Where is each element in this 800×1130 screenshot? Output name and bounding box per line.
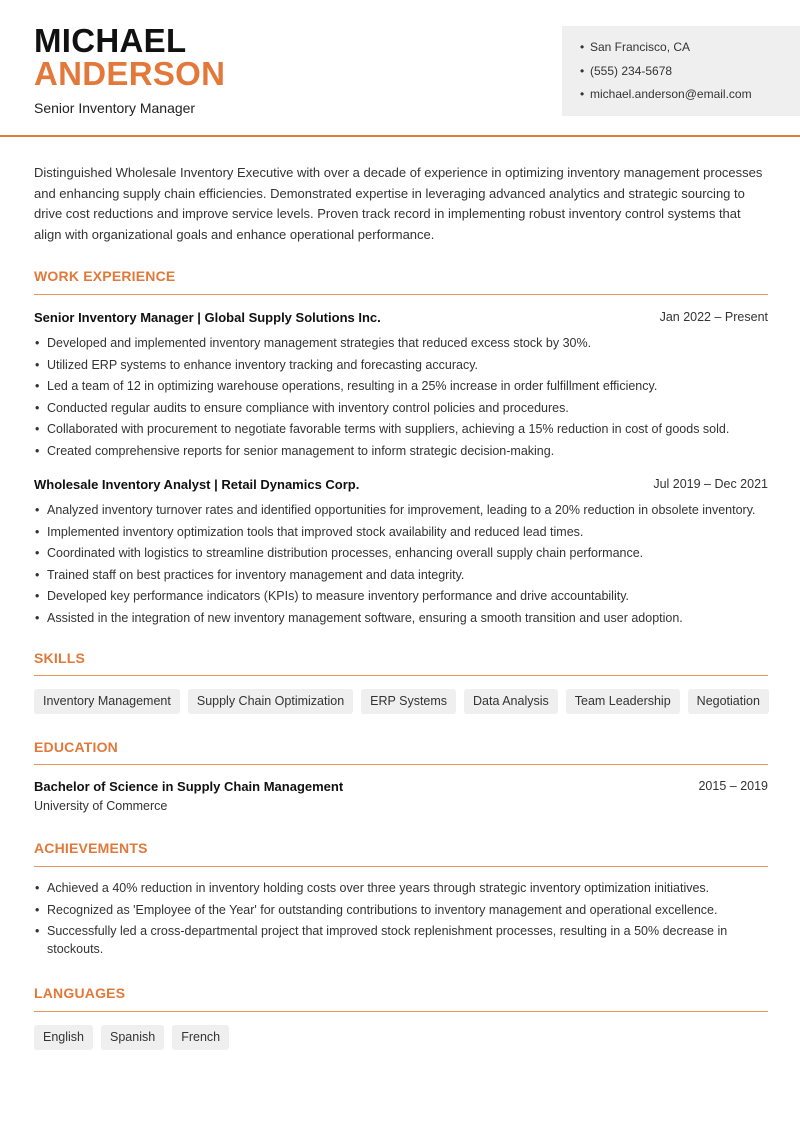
list-item: • Implemented inventory optimization tools that improved stock availability and reduced lead times.: [34, 523, 768, 541]
resume-header: [0, 0, 800, 137]
list-item: • Utilized ERP systems to enhance inventory tracking and forecasting accuracy.: [34, 356, 768, 374]
job-dates: Jan 2022 – Present: [659, 310, 768, 324]
contact-email: • michael.anderson@email.com: [580, 85, 800, 109]
list-item: • Recognized as 'Employee of the Year' for outstanding contributions to inventory management and operational excellence.: [34, 901, 768, 919]
skills-list: [34, 689, 769, 714]
list-item: • Assisted in the integration of new inventory management software, ensuring a smooth transition and user adoption.: [34, 609, 768, 627]
skill-chip: Negotiation: [688, 689, 769, 714]
languages-list: [34, 1025, 229, 1050]
section-divider: [34, 866, 768, 867]
section-divider: [34, 675, 768, 676]
list-item: • Conducted regular audits to ensure compliance with inventory control policies and procedures.: [34, 399, 768, 417]
skill-chip: Inventory Management: [34, 689, 180, 714]
language-chip: French: [172, 1025, 229, 1050]
section-divider: [34, 764, 768, 765]
job-dates: Jul 2019 – Dec 2021: [653, 477, 768, 491]
list-item: • Created comprehensive reports for senior management to inform strategic decision-making.: [34, 442, 768, 460]
achievements-list: [34, 879, 768, 962]
job-title: Senior Inventory Manager: [34, 100, 196, 116]
skill-chip: Data Analysis: [464, 689, 558, 714]
first-name: MICHAEL: [34, 22, 187, 59]
job-header: [34, 310, 768, 325]
professional-summary: Distinguished Wholesale Inventory Executive with over a decade of experience in optimizing inventory management processes and enhancing supply chain efficiencies. Demonstrated expertise in leveraging advanced analytics and strategic sourcing to drive cost reductions and improve service levels. Proven track record in implementing robust inventory control systems that align with organizational goals and enhance operational performance.: [34, 165, 763, 242]
list-item: • Developed and implemented inventory management strategies that reduced excess stock by 30%.: [34, 334, 768, 352]
job-role: Senior Inventory Manager | Global Supply Solutions Inc.: [34, 310, 381, 325]
job-bullets: [34, 334, 768, 463]
list-item: • Developed key performance indicators (KPIs) to measure inventory performance and drive accountability.: [34, 587, 768, 605]
skill-chip: Team Leadership: [566, 689, 680, 714]
contact-location: • San Francisco, CA: [580, 38, 800, 62]
education-school: University of Commerce: [34, 799, 168, 813]
section-title-education: EDUCATION: [34, 739, 118, 755]
language-chip: Spanish: [101, 1025, 164, 1050]
list-item: • Coordinated with logistics to streamline distribution processes, enhancing overall supply chain performance.: [34, 544, 768, 562]
job-header: [34, 477, 768, 492]
section-title-languages: LANGUAGES: [34, 985, 126, 1001]
list-item: • Collaborated with procurement to negotiate favorable terms with suppliers, achieving a 15% reduction in cost of goods sold.: [34, 420, 768, 438]
section-title-achievements: ACHIEVEMENTS: [34, 840, 148, 856]
section-divider: [34, 294, 768, 295]
section-divider: [34, 1011, 768, 1012]
education-degree: Bachelor of Science in Supply Chain Management: [34, 779, 344, 794]
section-title-skills: SKILLS: [34, 650, 85, 666]
last-name: ANDERSON: [34, 55, 226, 92]
section-title-work: WORK EXPERIENCE: [34, 268, 176, 284]
contact-phone: • (555) 234-5678: [580, 62, 800, 86]
list-item: • Led a team of 12 in optimizing warehouse operations, resulting in a 25% increase in order fulfillment efficiency.: [34, 377, 768, 395]
job-bullets: [34, 501, 768, 630]
list-item: • Analyzed inventory turnover rates and identified opportunities for improvement, leading to a 20% reduction in obsolete inventory.: [34, 501, 768, 519]
job-role: Wholesale Inventory Analyst | Retail Dynamics Corp.: [34, 477, 360, 492]
list-item: • Trained staff on best practices for inventory management and data integrity.: [34, 566, 768, 584]
list-item: • Achieved a 40% reduction in inventory holding costs over three years through strategic inventory optimization initiatives.: [34, 879, 768, 897]
education-dates: 2015 – 2019: [698, 779, 768, 793]
skill-chip: ERP Systems: [361, 689, 456, 714]
skill-chip: Supply Chain Optimization: [188, 689, 353, 714]
contact-box: [562, 26, 800, 116]
language-chip: English: [34, 1025, 93, 1050]
list-item: • Successfully led a cross-departmental project that improved stock replenishment processes, resulting in a 50% decrease in stockouts.: [34, 922, 768, 958]
